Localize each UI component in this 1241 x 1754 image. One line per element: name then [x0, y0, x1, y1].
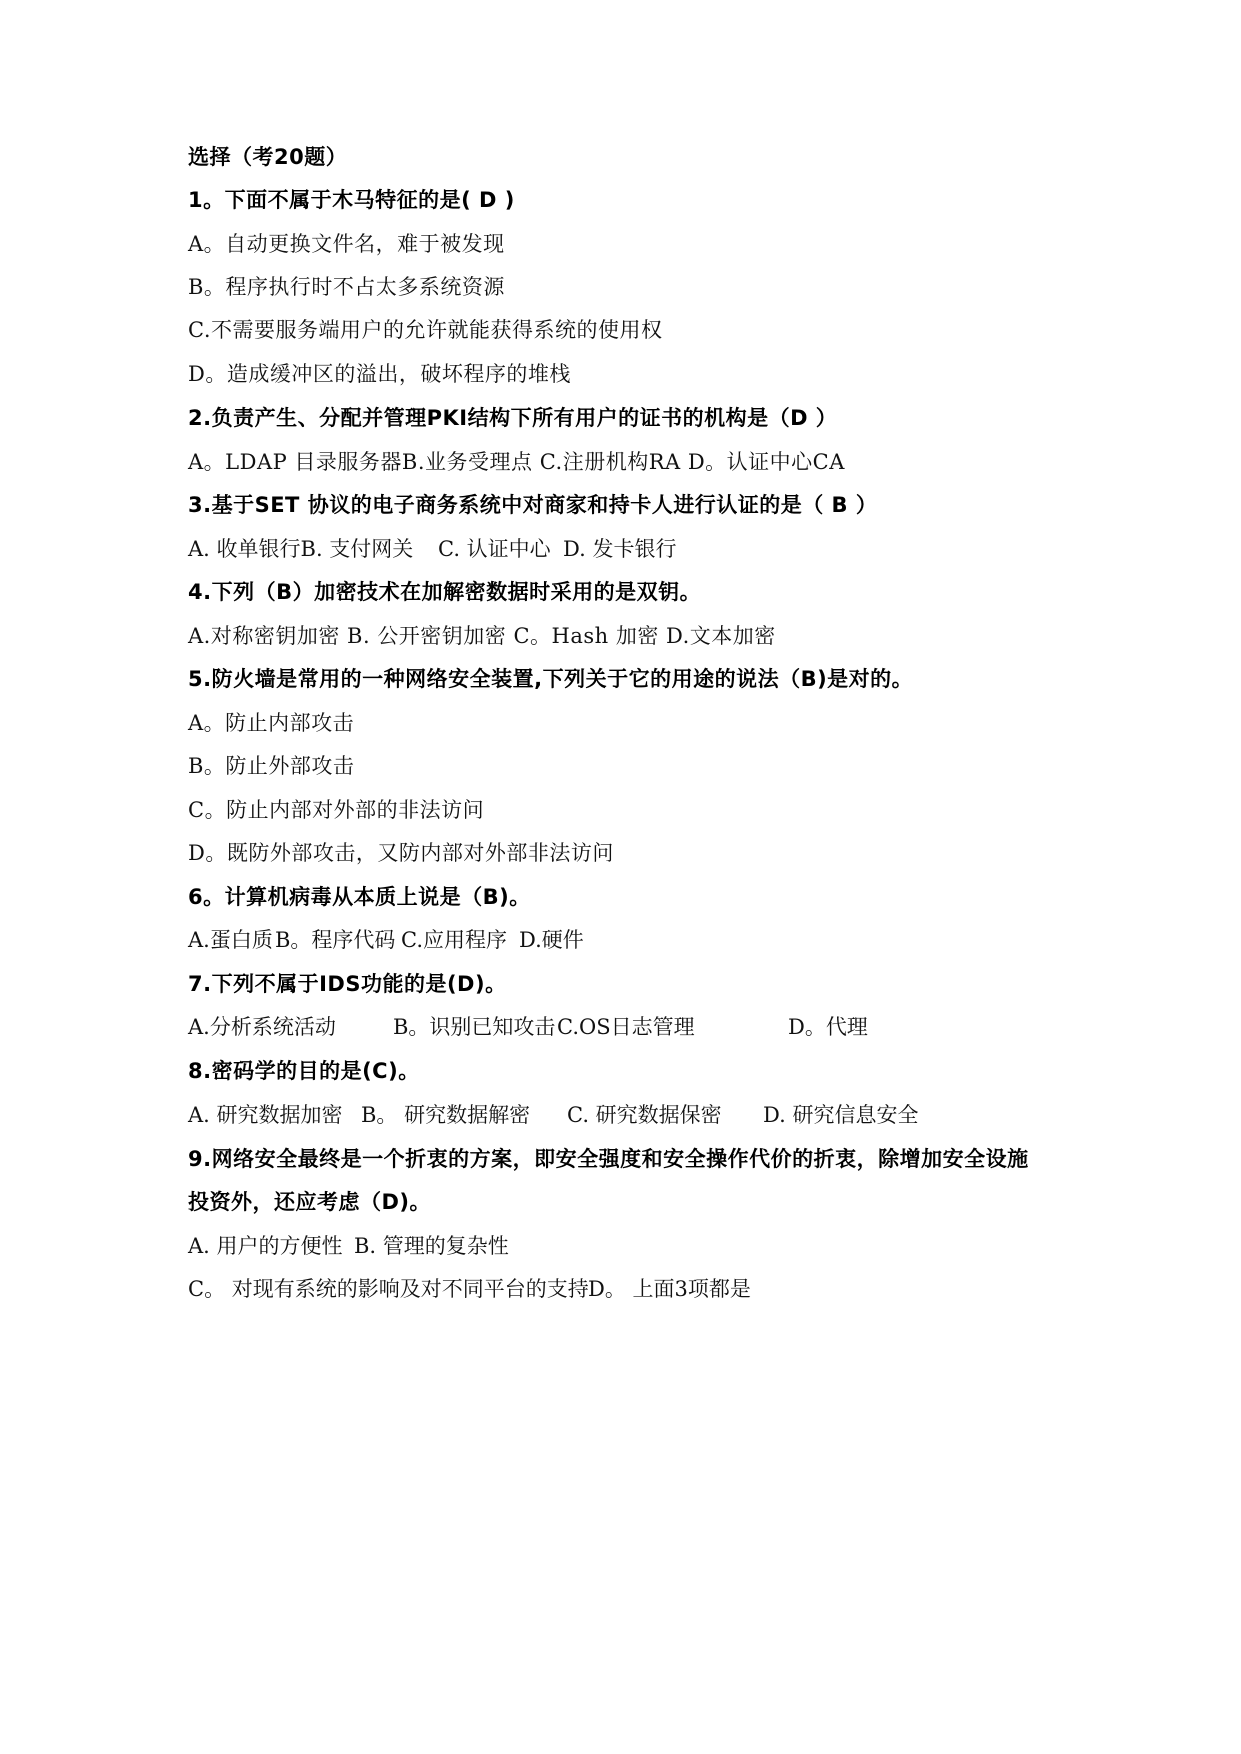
question-7-option-a: A.分析系统活动 [188, 1015, 336, 1039]
question-4-stem: 4.下列（B）加密技术在加解密数据时采用的是双钥。 [188, 580, 702, 604]
question-3-option-d: D. 发卡银行 [563, 537, 677, 561]
question-1-option-a: A。自动更换文件名，难于被发现 [188, 232, 505, 256]
question-2-stem: 2.负责产生、分配并管理PKI结构下所有用户的证书的机构是（D ） [188, 406, 838, 430]
page-heading: 选择（考20题） [188, 145, 348, 169]
question-5-option-b: B。防止外部攻击 [188, 754, 355, 778]
question-4-options: A.对称密钥加密 B. 公开密钥加密 C。Hash 加密 D.文本加密 [188, 624, 776, 648]
question-1-option-d: D。造成缓冲区的溢出，破坏程序的堆栈 [188, 362, 571, 386]
question-9-stem-line-2: 投资外，还应考虑（D)。 [188, 1190, 432, 1214]
question-3-option-ab: A. 收单银行B. 支付网关 [188, 537, 414, 561]
question-2-options: A。LDAP 目录服务器B.业务受理点 C.注册机构RA D。认证中心CA [188, 450, 845, 474]
question-8-option-d: D. 研究信息安全 [763, 1103, 919, 1127]
question-8-option-b: B。 研究数据解密 [361, 1103, 531, 1127]
question-5-option-a: A。防止内部攻击 [188, 711, 355, 735]
question-1-stem: 1。下面不属于木马特征的是( D ) [188, 188, 515, 212]
question-7-stem: 7.下列不属于IDS功能的是(D)。 [188, 972, 507, 996]
question-1-option-b: B。程序执行时不占太多系统资源 [188, 275, 505, 299]
question-9-option-a: A. 用户的方便性 [188, 1234, 343, 1258]
question-9-option-b: B. 管理的复杂性 [354, 1234, 509, 1258]
question-6-option-a: A.蛋白质 [188, 928, 273, 952]
question-1-option-c: C.不需要服务端用户的允许就能获得系统的使用权 [188, 318, 663, 342]
question-3-stem: 3.基于SET 协议的电子商务系统中对商家和持卡人进行认证的是（ B ） [188, 493, 878, 517]
question-8-stem: 8.密码学的目的是(C)。 [188, 1059, 420, 1083]
question-6-option-c: C.应用程序 [401, 928, 507, 952]
question-9-stem-line-1: 9.网络安全最终是一个折衷的方案，即安全强度和安全操作代价的折衷，除增加安全设施 [188, 1147, 1029, 1171]
question-8-option-a: A. 研究数据加密 [188, 1103, 343, 1127]
question-7-option-d: D。代理 [788, 1015, 868, 1039]
question-3-option-c: C. 认证中心 [438, 537, 551, 561]
question-6-option-b: B。程序代码 [275, 928, 396, 952]
question-6-option-d: D.硬件 [519, 928, 584, 952]
question-9-option-c: C。 对现有系统的影响及对不同平台的支持 [188, 1277, 589, 1301]
question-5-option-c: C。防止内部对外部的非法访问 [188, 798, 485, 822]
question-9-option-d: D。 上面3项都是 [588, 1277, 751, 1301]
question-5-stem: 5.防火墙是常用的一种网络安全装置,下列关于它的用途的说法（B)是对的。 [188, 667, 914, 691]
question-7-option-c: C.OS日志管理 [557, 1015, 695, 1039]
question-5-option-d: D。既防外部攻击，又防内部对外部非法访问 [188, 841, 614, 865]
question-6-stem: 6。计算机病毒从本质上说是（B)。 [188, 885, 531, 909]
question-8-option-c: C. 研究数据保密 [567, 1103, 722, 1127]
question-7-option-b: B。识别已知攻击 [393, 1015, 556, 1039]
